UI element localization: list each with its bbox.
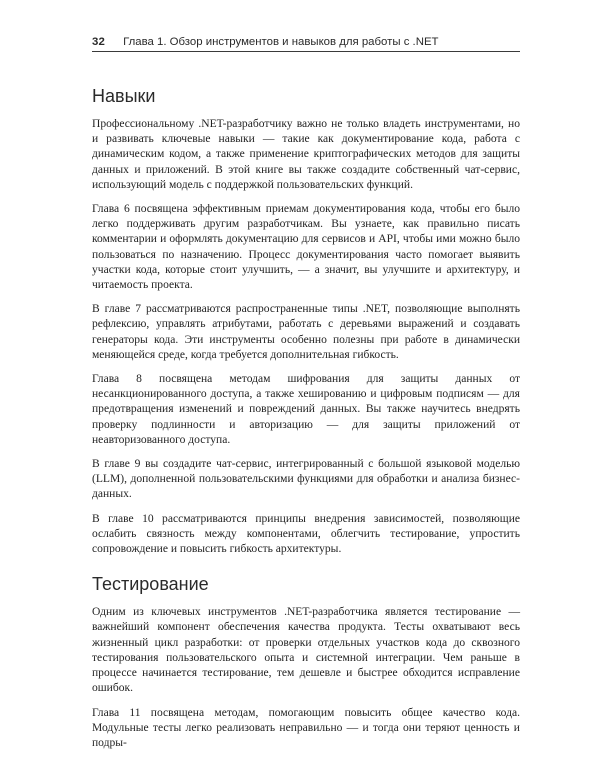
skills-paragraph-5: В главе 9 вы создадите чат-сервис, интегрированный с большой языковой моделью (LLM), дополненной пользовательскими функциями для обработки и анализа бизнес-данных. [92,458,520,501]
skills-paragraph-6: В главе 10 рассматриваются принципы внедрения зависимостей, позволяющие ослабить связность между компонентами, облегчить тестирование, упростить сопровождение и повысить гибкость архитектуры. [92,512,520,556]
skills-paragraph-4: Глава 8 посвящена методам шифрования для защиты данных от несанкционированного доступа, а также хешированию и цифровым подписям — для предотвращения изменений и повреждений данных. Вы также научитесь внедрять проверку подлинности и авторизацию — для защиты приложений от неавторизованного доступа. [92,373,520,446]
page-number: 32 [92,36,106,48]
skills-paragraph-3: В главе 7 рассматриваются распространенные типы .NET, позволяющие выполнять рефлексию, управлять атрибутами, работать с деревьями выражений и создавать генераторы кода. Эти инструменты особенно полезны при работе в динамически меняющейся среде, когда требуется дополнительная гибкость. [92,303,520,361]
section-heading-skills: Навыки [92,86,156,106]
testing-paragraph-1: Одним из ключевых инструментов .NET-разработчика является тестирование — важнейший компонент обеспечения качества продукта. Тесты охватывают весь жизненный цикл разработки: от проверки отдельных участков кода до сквозного тестирования пользовательского опыта и системной интеграции. Чем раньше в процессе начинается тестирование, тем дешевле и быстрее обходится исправление ошибок. [92,606,520,695]
section-heading-testing: Тестирование [92,574,209,595]
chapter-title: Глава 1. Обзор инструментов и навыков для работы с .NET [123,36,439,48]
testing-paragraph-2: Глава 11 посвящена методам, помогающим повысить общее качество кода. Модульные тесты легко реализовать неправильно — и тогда они теряют ценность и подры- [92,706,520,749]
skills-paragraph-1: Профессиональному .NET-разработчику важно не только владеть инструментами, но и развивать ключевые навыки — такие как документирование кода, работа с динамическим кодом, а также применение криптографических методов для защиты данных и приложений. В этой книге вы также создадите собственный чат-сервис, использующий модель с поддержкой пользовательских функций. [92,118,520,191]
skills-paragraph-2: Глава 6 посвящена эффективным приемам документирования кода, чтобы его было легко поддерживать другим разработчикам. Вы узнаете, как правильно писать комментарии и оформлять документацию для сервисов и API, чтобы ими можно было пользоваться по назначению. Процесс документирования часто помогает выявить участки кода, которые стоит улучшить, — а значит, вы улучшите и архитектуру, и читаемость проекта. [92,203,520,292]
running-header [92,36,520,52]
book-page [92,36,520,760]
